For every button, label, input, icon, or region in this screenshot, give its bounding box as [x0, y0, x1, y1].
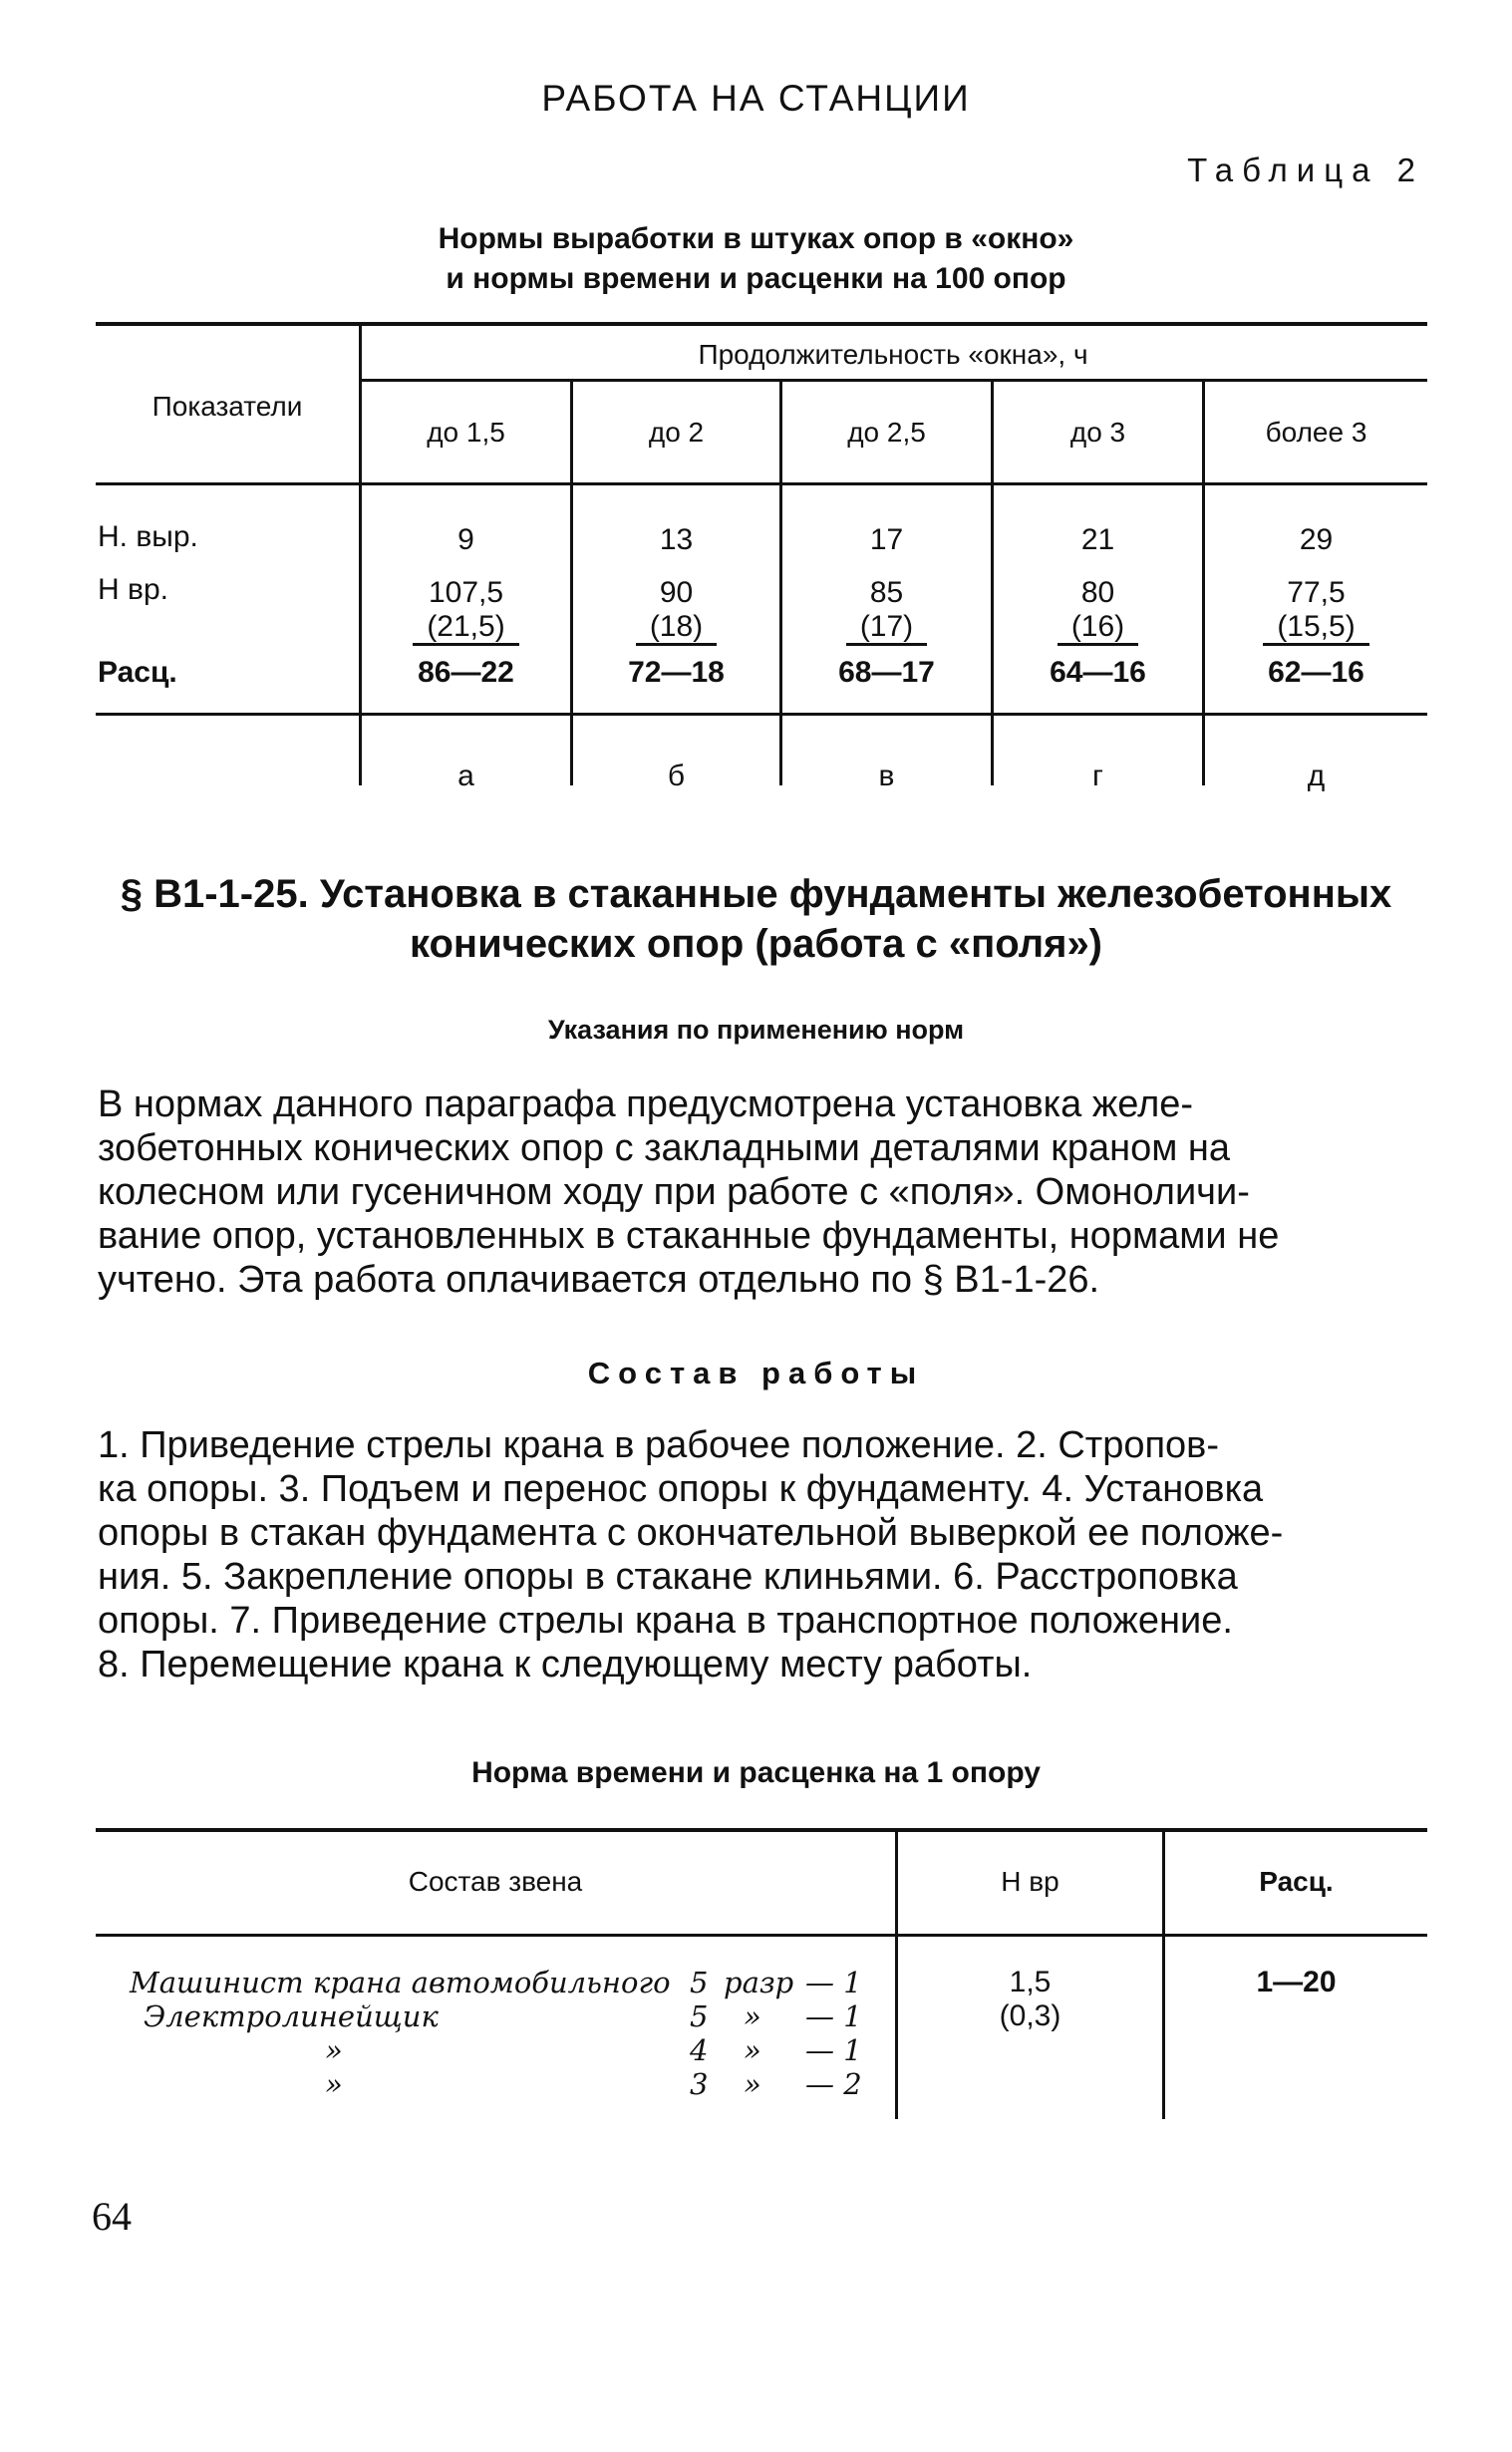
paragraph-line: колесном или гусеничном ходу при работе с «поля». Омоноличи-	[98, 1171, 1250, 1213]
crew-name: »	[325, 2033, 343, 2067]
table2-col-header: до 2	[648, 417, 705, 448]
crew-count: — 1	[805, 1999, 862, 2033]
table2-indicator-header: Показатели	[151, 391, 303, 422]
table2-column-letter: в	[878, 760, 895, 792]
nvr-sub-value: (21,5)	[413, 611, 518, 646]
guidance-heading: Указания по применению норм	[547, 1015, 965, 1045]
table2-col-header: до 1,5	[427, 417, 505, 448]
row-label-nvyr: Н. выр.	[98, 520, 198, 553]
crew-name: Машинист крана автомобильного	[130, 1966, 671, 1999]
paragraph-line: учтено. Эта работа оплачивается отдельно по § В1-1-26.	[98, 1259, 1100, 1301]
table2-col-header: более 3	[1265, 417, 1367, 448]
nvr-value: 85	[869, 576, 904, 609]
crew-grade: 5	[690, 1999, 709, 2033]
crew-count: — 1	[805, 2033, 862, 2067]
table2-cell: 9	[457, 523, 474, 556]
crew-unit: »	[744, 2033, 761, 2067]
guidance-paragraph	[98, 1082, 1423, 1302]
paragraph-line: зобетонных конических опор с закладными деталями краном на	[98, 1127, 1231, 1169]
table2-column-letter: б	[667, 760, 686, 792]
table2-top-rule	[96, 322, 1427, 326]
page-number: 64	[92, 2194, 132, 2239]
nvr-value: 77,5	[1287, 576, 1346, 609]
table3-header-crew: Состав звена	[408, 1866, 583, 1897]
table3-title: Норма времени и расценка на 1 опору	[471, 1756, 1041, 1789]
table2-column-letter: д	[1307, 760, 1326, 792]
table3-nvr-sub-value: (0,3)	[999, 1999, 1061, 2032]
table2-col-header: до 3	[1069, 417, 1126, 448]
nvr-sub-value: (16)	[1058, 611, 1138, 646]
crew-unit: »	[744, 2067, 761, 2101]
table2-title-line1: Нормы выработки в штуках опор в «окно»	[438, 222, 1074, 255]
table3-header-rule	[96, 1934, 1427, 1937]
row-label-nvr: Н вр.	[98, 573, 168, 606]
row-label-rasc: Расц.	[98, 656, 177, 689]
table2-column-letter: г	[1092, 760, 1103, 792]
table2-cell: 29	[1299, 523, 1334, 556]
table2-cell: 72—18	[628, 656, 725, 689]
table2-cell: 68—17	[838, 656, 935, 689]
paragraph-line: 1. Приведение стрелы крана в рабочее положение. 2. Стропов-	[98, 1424, 1220, 1466]
crew-count: — 1	[805, 1966, 862, 1999]
table2-nvr-cell	[1205, 576, 1427, 646]
page-header: РАБОТА НА СТАНЦИИ	[541, 78, 971, 119]
table2-title	[0, 219, 1512, 299]
paragraph-line: ния. 5. Закрепление опоры в стакане клиньями. 6. Расстроповка	[98, 1556, 1238, 1598]
table3-header-rasc: Расц.	[1259, 1866, 1334, 1897]
table3-rasc-value: 1—20	[1256, 1966, 1337, 1998]
table2-col-header: до 2,5	[847, 417, 926, 448]
nvr-sub-value: (17)	[846, 611, 927, 646]
crew-unit: разр	[724, 1966, 794, 1999]
section-heading	[0, 869, 1512, 969]
table3-nvr-value: 1,5	[1009, 1966, 1052, 1998]
table3-top-rule	[96, 1828, 1427, 1832]
table-label: Таблица 2	[1187, 152, 1424, 188]
paragraph-line: 8. Перемещение крана к следующему месту работы.	[98, 1644, 1033, 1686]
paragraph-line: ка опоры. 3. Подъем и перенос опоры к фундаменту. 4. Установка	[98, 1468, 1264, 1510]
table2-group-header: Продолжительность «окна», ч	[698, 339, 1088, 370]
table2-cell: 86—22	[418, 656, 514, 689]
crew-grade: 4	[690, 2033, 709, 2067]
paragraph-line: вание опор, установленных в стаканные фундаменты, нормами не	[98, 1215, 1280, 1257]
crew-grade: 5	[690, 1966, 709, 1999]
paragraph-line: опоры в стакан фундамента с окончательной выверкой ее положе-	[98, 1512, 1284, 1554]
table2-nvr-cell	[994, 576, 1202, 646]
table2-nvr-cell	[573, 576, 779, 646]
nvr-sub-value: (18)	[636, 611, 717, 646]
table2-cell: 17	[869, 523, 904, 556]
crew-name: »	[325, 2067, 343, 2101]
crew-count: — 2	[805, 2067, 862, 2101]
paragraph-line: опоры. 7. Приведение стрелы крана в транспортное положение.	[98, 1600, 1233, 1642]
table2-body-rule	[96, 713, 1427, 716]
table2-nvr-cell	[782, 576, 991, 646]
work-paragraph	[98, 1423, 1423, 1686]
table2-cell: 64—16	[1050, 656, 1146, 689]
nvr-value: 107,5	[428, 576, 504, 609]
crew-unit: »	[744, 1999, 761, 2033]
nvr-value: 90	[659, 576, 694, 609]
table3-header-nvr: Н вр	[1001, 1866, 1059, 1897]
section-heading-line2: конических опор (работа с «поля»)	[409, 922, 1103, 966]
table2-nvr-cell	[362, 576, 570, 646]
table2-column-letter: а	[457, 760, 474, 792]
crew-name: Электролинейщик	[144, 1999, 439, 2033]
table2-cell: 62—16	[1268, 656, 1364, 689]
table2-cell: 13	[659, 523, 694, 556]
table2-title-line2: и нормы времени и расценки на 100 опор	[446, 262, 1066, 295]
table2-cell: 21	[1080, 523, 1115, 556]
nvr-value: 80	[1080, 576, 1115, 609]
paragraph-line: В нормах данного параграфа предусмотрена установка желе-	[98, 1083, 1194, 1125]
nvr-sub-value: (15,5)	[1263, 611, 1368, 646]
crew-grade: 3	[690, 2067, 709, 2101]
table2-group-rule	[359, 379, 1427, 382]
work-heading: Состав работы	[587, 1356, 925, 1390]
table2-header-rule	[96, 482, 1427, 485]
section-heading-line1: § В1-1-25. Установка в стаканные фундаменты железобетонных	[120, 872, 1392, 916]
